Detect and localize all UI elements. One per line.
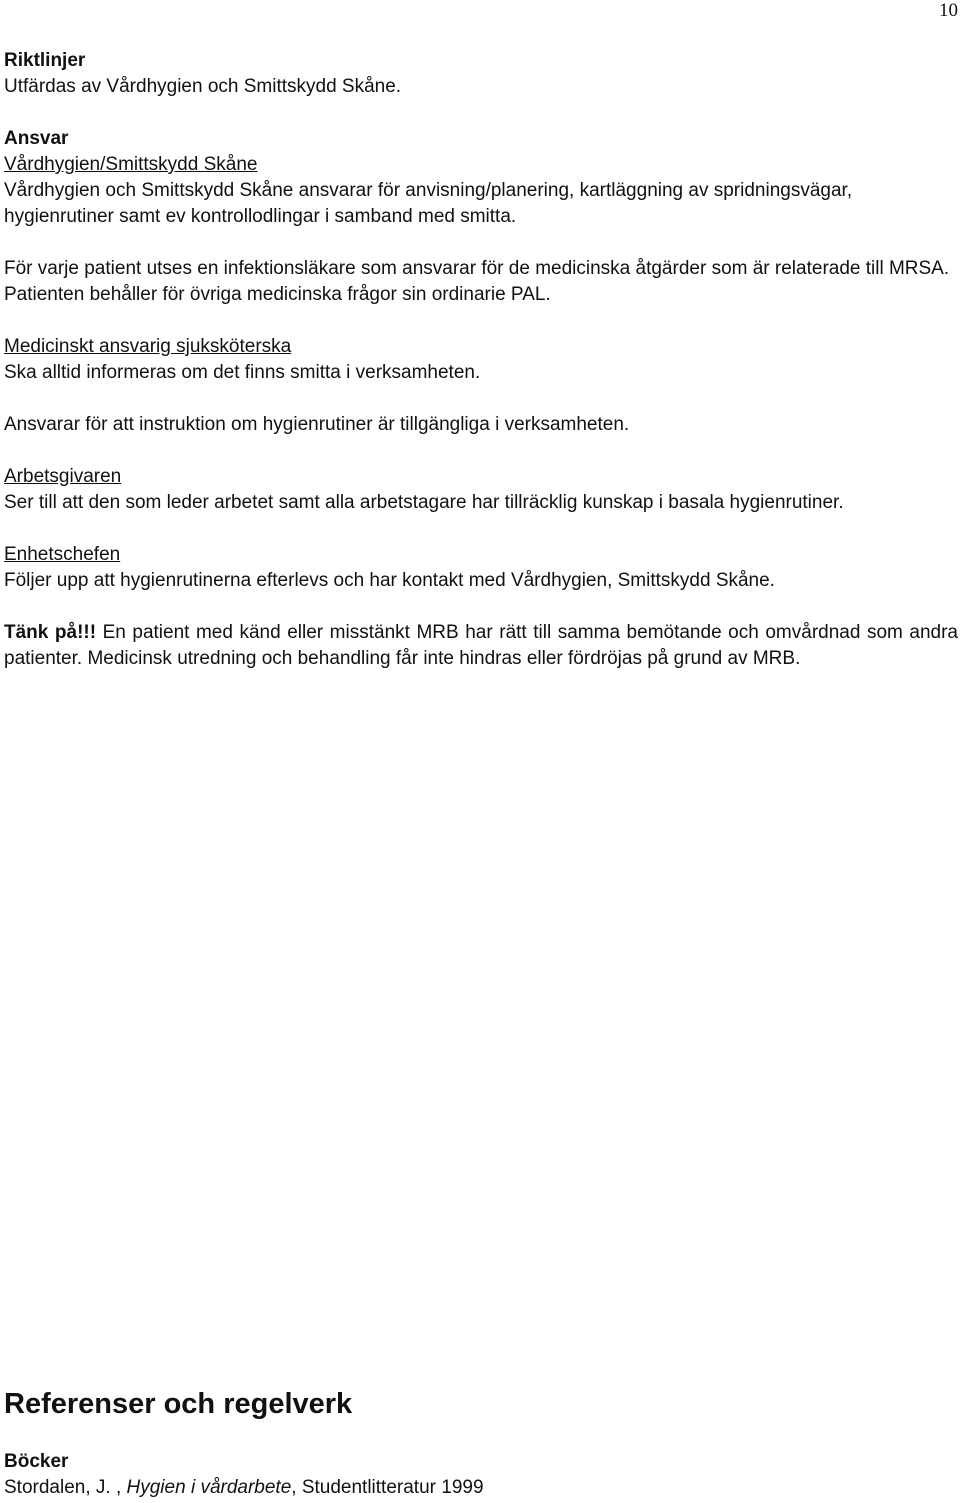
riktlinjer-text: Utfärdas av Vårdhygien och Smittskydd Skåne. (4, 76, 402, 97)
section-enhetschefen (4, 542, 958, 594)
section-arbetsgivaren (4, 464, 958, 516)
section-ansvar (4, 126, 958, 230)
mas-text: Ska alltid informeras om det finns smitta i verksamheten. (4, 362, 481, 383)
book-reference (4, 1475, 958, 1501)
referenser-heading: Referenser och regelverk (4, 1388, 353, 1420)
ansvar-text: Vårdhygien och Smittskydd Skåne ansvarar för anvisning/planering, kartläggning av spridningsvägar, hygienrutiner samt ev kontrollodlingar i samband med smitta. (4, 180, 853, 227)
enhetschefen-text: Följer upp att hygienrutinerna efterlevs och har kontakt med Vårdhygien, Smittskydd Skåne. (4, 570, 775, 591)
mas-heading: Medicinskt ansvarig sjuksköterska (4, 336, 292, 357)
arbetsgivaren-text: Ser till att den som leder arbetet samt alla arbetstagare har tillräcklig kunskap i basala hygienrutiner. (4, 492, 844, 513)
enhetschefen-heading: Enhetschefen (4, 544, 121, 565)
ansvar-heading: Ansvar (4, 128, 69, 149)
tank-pa-text: En patient med känd eller misstänkt MRB har rätt till samma bemötande och omvårdnad som andra patienter. Medicinsk utredning och behandling får inte hindras eller fördröjas på grund av MRB. (4, 622, 958, 669)
book-title: Hygien i vårdarbete (126, 1477, 292, 1498)
section-mas (4, 334, 958, 386)
instruktion-text: Ansvarar för att instruktion om hygienrutiner är tillgängliga i verksamheten. (4, 414, 630, 435)
document-body (4, 48, 958, 698)
infektionslakare-text: För varje patient utses en infektionsläkare som ansvarar för de medicinska åtgärder som är relaterade till MRSA. Patienten behåller för övriga medicinska frågor sin ordinarie PAL. (4, 258, 950, 305)
book-author: Stordalen, J. , (4, 1477, 127, 1498)
section-referenser (4, 1386, 958, 1501)
section-riktlinjer (4, 48, 958, 100)
riktlinjer-heading: Riktlinjer (4, 50, 86, 71)
book-publisher: , Studentlitteratur 1999 (291, 1477, 484, 1498)
tank-pa-paragraph (4, 620, 958, 672)
books-heading: Böcker (4, 1451, 69, 1472)
section-instruktion (4, 412, 958, 438)
arbetsgivaren-heading: Arbetsgivaren (4, 466, 122, 487)
tank-pa-label: Tänk på!!! (4, 622, 97, 643)
page-number: 10 (939, 0, 958, 21)
section-infektionslakare (4, 256, 958, 308)
section-tank-pa (4, 620, 958, 672)
ansvar-subheading: Vårdhygien/Smittskydd Skåne (4, 154, 258, 175)
